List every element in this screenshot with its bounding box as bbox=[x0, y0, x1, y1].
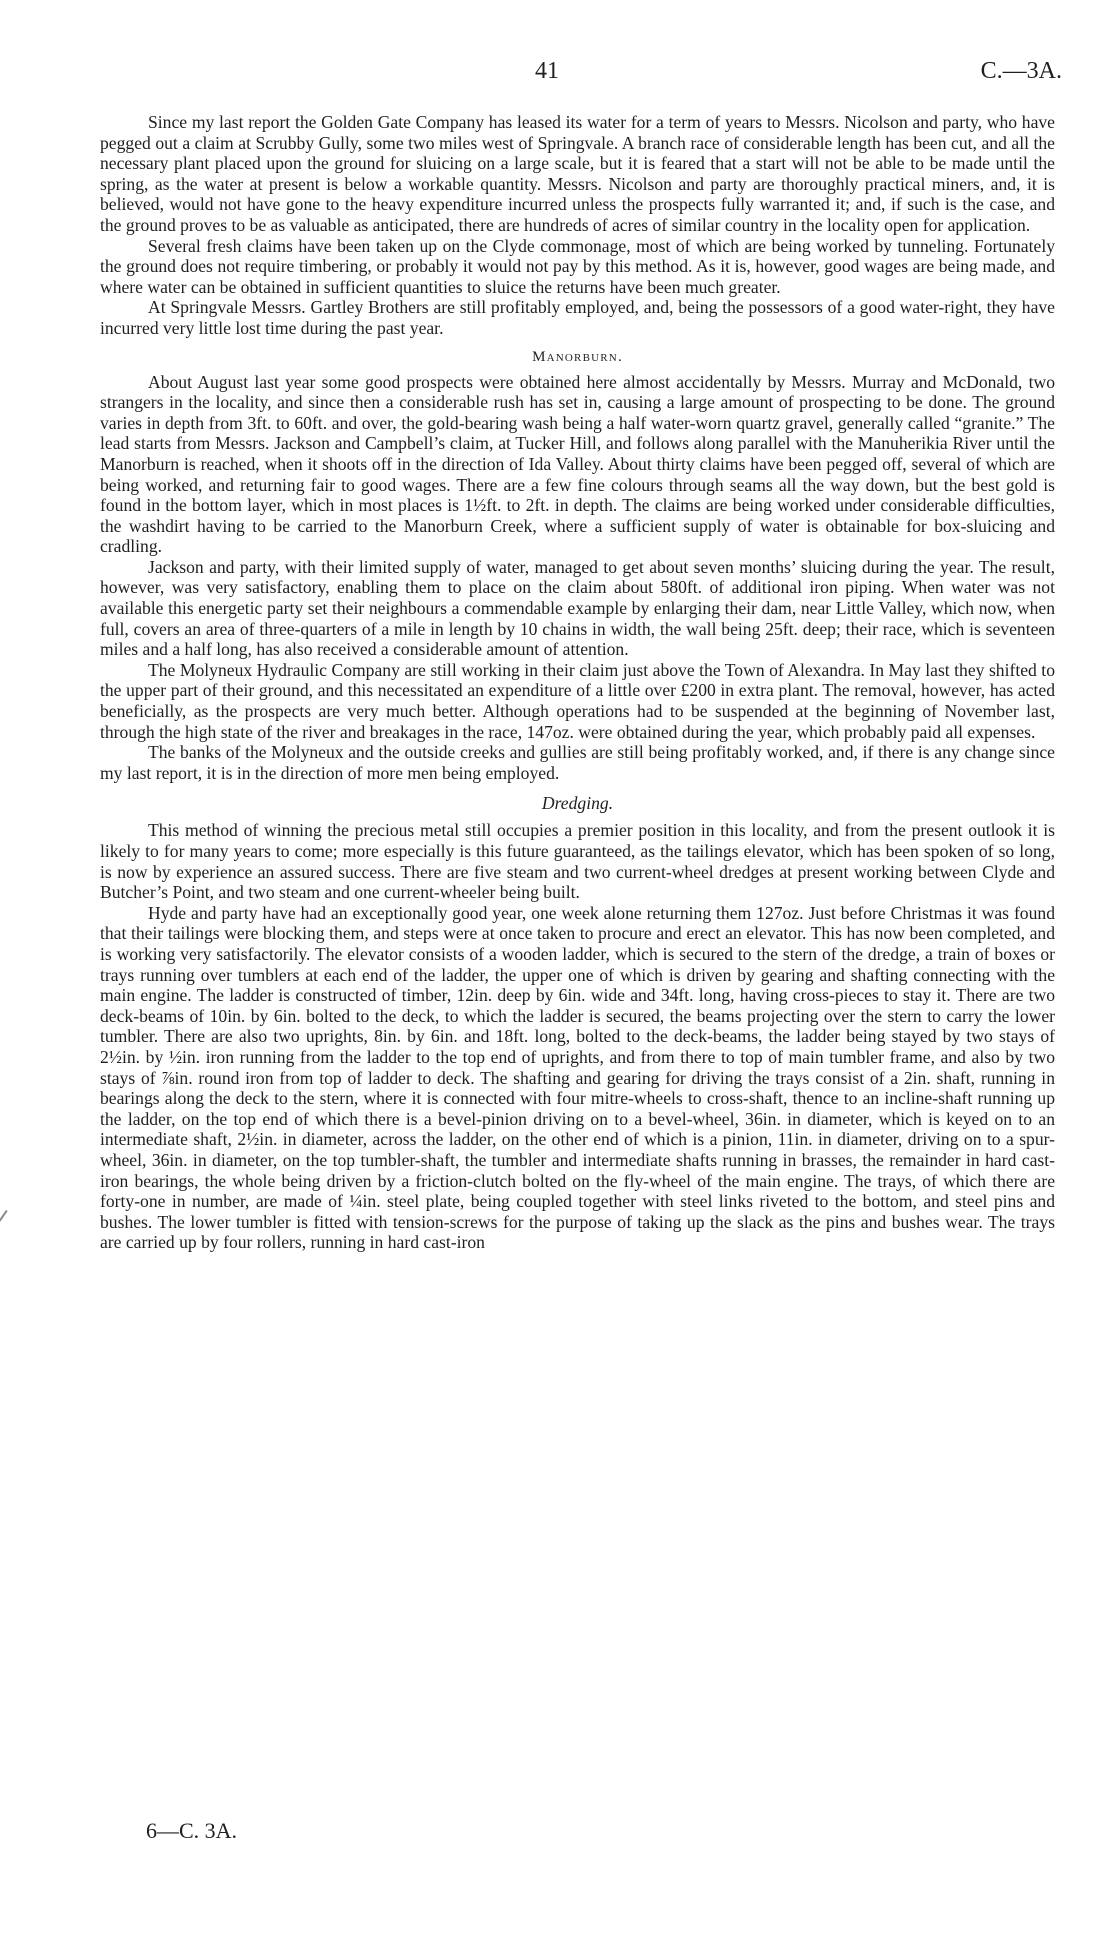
footer-signature: 6—C. 3A. bbox=[146, 1818, 238, 1843]
paragraph: Jackson and party, with their limited supply of water, managed to get about seven months’ sluicing during the year. The result, however, was very satisfactory, enabling them to place on the claim about 580ft. of additional iron piping. When water was not available this energetic party set their neighbours a commendable example by enlarging their dam, near Little Valley, which now, when full, covers an area of three-quarters of a mile in length by 10 chains in width, the wall being 25ft. deep; their race, which is seventeen miles and a half long, has also received a considerable amount of attention. bbox=[100, 556, 1055, 660]
paragraph: At Springvale Messrs. Gartley Brothers are still profitably employed, and, being the possessors of a good water-right, they have incurred very little lost time during the past year. bbox=[100, 297, 1055, 338]
page-number: 41 bbox=[535, 58, 559, 84]
section-manorburn bbox=[100, 349, 1055, 784]
paragraph: Several fresh claims have been taken up on the Clyde commonage, most of which are being worked by tunneling. Fortunately the ground does not require timbering, or probably it would not pay by this method. As it is, however, good wages are being made, and where water can be obtained in sufficient quantities to sluice the returns have been much greater. bbox=[100, 235, 1055, 297]
section-intro bbox=[100, 112, 1055, 339]
paragraph: About August last year some good prospects were obtained here almost accidentally by Messrs. Murray and McDonald, two strangers in the locality, and since then a considerable rush has set in, causing a large amount of prospecting to be done. The ground varies in depth from 3ft. to 60ft. and over, the gold-bearing wash being a half water-worn quartz gravel, generally called “granite.” The lead starts from Messrs. Jackson and Campbell’s claim, at Tucker Hill, and follows along parallel with the Manuherikia River until the Manorburn is reached, when it shoots off in the direction of Ida Valley. About thirty claims have been pegged off, several of which are being worked, and returning fair to good wages. There are a few fine colours through seams all the way down, but the best gold is found in the bottom layer, which in most places is 1½ft. to 2ft. in depth. The claims are being worked under considerable difficulties, the washdirt having to be carried to the Manorburn Creek, where a sufficient supply of water is obtainable for box-sluicing and cradling. bbox=[100, 371, 1055, 557]
paragraph: The banks of the Molyneux and the outside creeks and gullies are still being profitably worked, and, if there is any change since my last report, it is in the direction of more men being employed. bbox=[100, 742, 1055, 783]
margin-pencil-mark bbox=[0, 1210, 8, 1246]
document-code: C.—3A. bbox=[980, 58, 1062, 84]
subsection-heading: Dredging. bbox=[541, 793, 614, 814]
paragraph: The Molyneux Hydraulic Company are still working in their claim just above the Town of Alexandra. In May last they shifted to the upper part of their ground, and this necessitated an expenditure of a little over £200 in extra plant. The removal, however, has acted beneficially, as the prospects are very much better. Although operations had to be suspended at the beginning of November last, through the high state of the river and breakages in the race, 147oz. were obtained during the year, which probably paid all expenses. bbox=[100, 659, 1055, 742]
section-heading: Manorburn. bbox=[532, 348, 623, 365]
paragraph: Since my last report the Golden Gate Company has leased its water for a term of years to Messrs. Nicolson and party, who have pegged out a claim at Scrubby Gully, some two miles west of Springvale. A branch race of considerable length has been cut, and all the necessary plant placed upon the ground for sluicing on a large scale, but it is feared that a start will not be able to be made until the spring, as the water at present is below a workable quantity. Messrs. Nicolson and party are thoroughly practical miners, and, it is believed, would not have gone to the heavy expenditure incurred unless the prospects fully warranted it; and, if such is the case, and the ground proves to be as valuable as anticipated, there are hundreds of acres of similar country in the locality open for application. bbox=[100, 112, 1055, 235]
text-column bbox=[100, 112, 1055, 1253]
paragraph: This method of winning the precious metal still occupies a premier position in this locality, and from the present outlook it is likely to for many years to come; more especially is this future guaranteed, as the tailings elevator, which has been spoken of so long, is now by experience an assured success. There are five steam and two current-wheel dredges at present working between Clyde and Butcher’s Point, and two steam and one current-wheeler being built. bbox=[100, 820, 1055, 903]
paragraph: Hyde and party have had an exceptionally good year, one week alone returning them 127oz. Just before Christmas it was found that their tailings were blocking them, and steps were at once taken to procure and erect an elevator. This has now been completed, and is working very satisfactorily. The elevator consists of a wooden ladder, which is secured to the stern of the dredge, a train of boxes or trays running over tumblers at each end of the ladder, the upper one of which is driven by gearing and shafting connecting with the main engine. The ladder is constructed of timber, 12in. deep by 6in. wide and 34ft. long, having cross-pieces to stay it. There are two deck-beams of 10in. by 6in. bolted to the deck, to which the ladder is secured, the beams projecting over the stern to carry the lower tumbler. There are also two uprights, 8in. by 6in. and 18ft. long, bolted to the deck-beams, the ladder being stayed by two stays of 2½in. by ½in. iron running from the ladder to the top end of uprights, and from there to top of main tumbler frame, and also by two stays of ⅞in. round iron from top of ladder to deck. The shafting and gearing for driving the trays consist of a 2in. shaft, running in bearings along the deck to the stern, where it is connected with four mitre-wheels to cross-shaft, thence to an incline-shaft running up the ladder, on the top end of which there is a bevel-pinion driving on to a bevel-wheel, 36in. in diameter, which is keyed on to an intermediate shaft, 2½in. in diameter, across the ladder, on the other end of which is a pinion, 11in. in diameter, driving on to a spur-wheel, 36in. in diameter, on the top tumbler-shaft, the tumbler and intermediate shafts running in brasses, the remainder in hard cast-iron bearings, the whole being driven by a friction-clutch bolted on the fly-wheel of the main engine. The trays, of which there are forty-one in number, are made of ¼in. steel plate, being coupled together with steel links riveted to the bottom, and steel pins and bushes. The lower tumbler is fitted with tension-screws for the purpose of taking up the slack as the pins and bushes wear. The trays are carried up by four rollers, running in hard cast-iron bbox=[100, 902, 1055, 1253]
page-header bbox=[0, 58, 1114, 88]
section-dredging bbox=[100, 793, 1055, 1252]
